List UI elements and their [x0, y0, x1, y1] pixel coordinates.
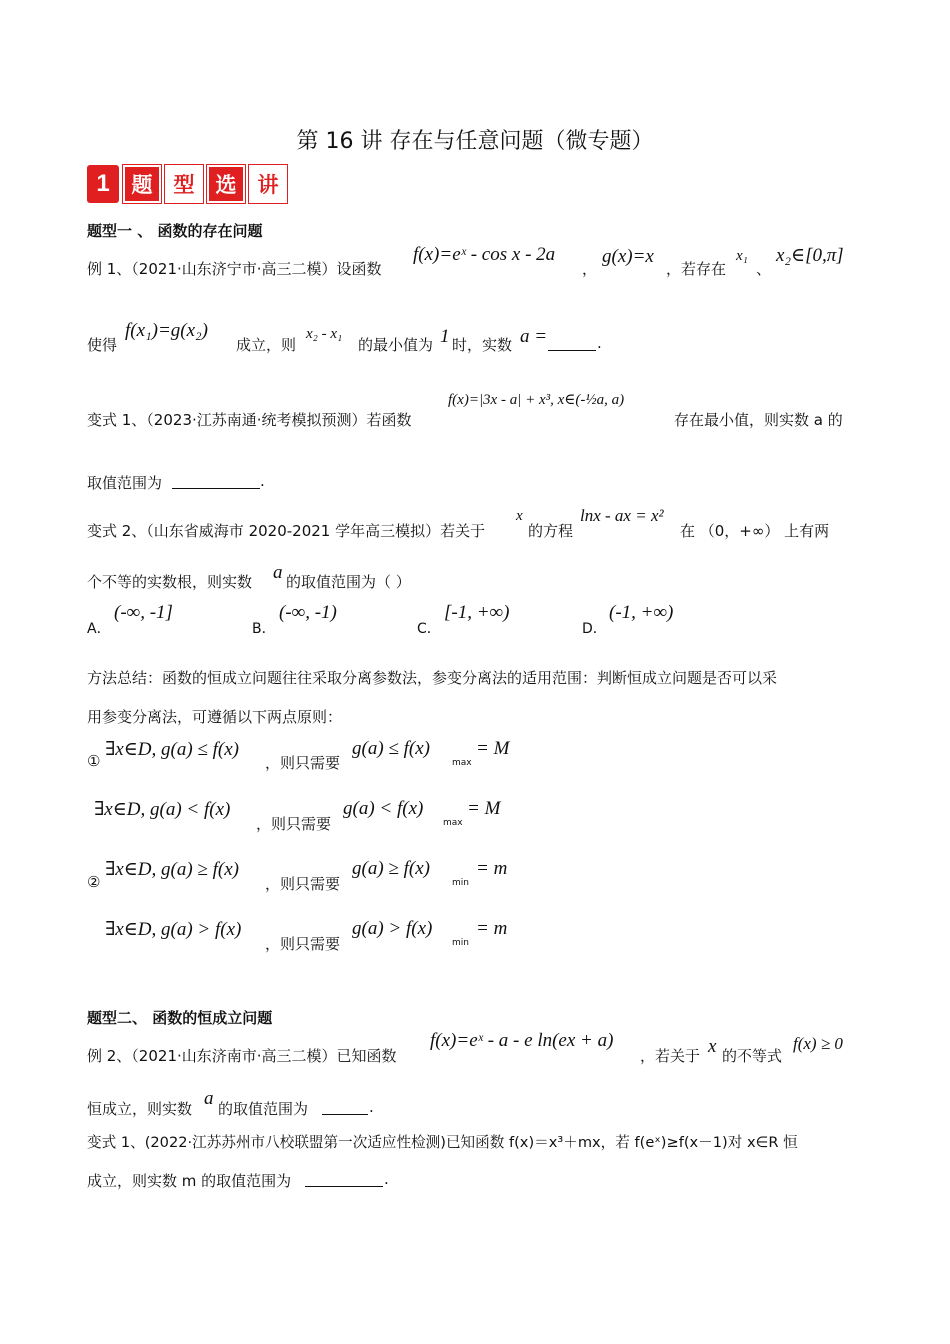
- variant-1-end: .: [260, 472, 265, 490]
- example-2-f: f(x)=eˣ - a - e ln(ex + a): [430, 1030, 614, 1051]
- option-a-letter[interactable]: A．: [87, 621, 111, 637]
- variant-2-eq: lnx - ax = x²: [580, 506, 664, 525]
- rule-1-mark: ①: [87, 752, 101, 770]
- example-1-cond: 成立，则: [236, 336, 297, 354]
- variant-1-label: 变式 1、（2023·江苏南通·统考模拟预测）若函数: [87, 411, 412, 429]
- example-1-minv: 的最小值为: [358, 336, 434, 354]
- rule-4-eq: = m: [476, 918, 508, 939]
- example-1-g: g(x)=x: [602, 246, 654, 267]
- example-1-x2: x₂∈[0,π]: [776, 245, 844, 266]
- example-1-mid: ，若存在: [666, 260, 727, 278]
- example-1-label: 例 1、（2021·山东济宁市·高三二模）设函数: [87, 260, 382, 278]
- option-c-letter[interactable]: C．: [417, 621, 441, 637]
- rule-3-mid: ，则只需要: [265, 875, 341, 893]
- variant-2-line2: 个不等的实数根，则实数: [87, 573, 253, 591]
- rule-1-res: g(a) ≤ f(x): [352, 738, 430, 759]
- rule-2-cond: ∃x∈D, g(a) < f(x): [94, 799, 231, 820]
- method-line-2: 用参变分离法，可遵循以下两点原则：: [87, 708, 343, 726]
- example-2-ineq: f(x) ≥ 0: [793, 1034, 843, 1053]
- banner-char: 讲: [249, 165, 287, 203]
- example-1-a: a =: [520, 326, 548, 347]
- option-d-letter[interactable]: D．: [582, 621, 607, 637]
- option-a-value[interactable]: (-∞, -1]: [114, 602, 173, 623]
- variant-1-tail: 存在最小值，则实数 a 的: [674, 411, 843, 429]
- rule-2-mid: ，则只需要: [256, 815, 332, 833]
- option-c-value[interactable]: [-1, +∞): [444, 602, 510, 623]
- variant-2-label: 变式 2、（山东省威海市 2020-2021 学年高三模拟）若关于: [87, 522, 486, 540]
- variant-3-line2: 成立，则实数 m 的取值范围为: [87, 1172, 292, 1190]
- section-banner: [87, 163, 287, 205]
- example-1-use: 使得: [87, 336, 118, 354]
- example-1-dun: 、: [756, 260, 772, 278]
- example-1-one: 1: [440, 326, 450, 347]
- example-1-diff: x₂ - x₁: [306, 326, 343, 342]
- variant-2-eqlabel: 的方程: [528, 522, 574, 540]
- rule-4-sub: min: [452, 938, 469, 948]
- example-1-tail: 时，实数: [452, 336, 513, 354]
- banner-char: 型: [165, 165, 203, 203]
- rule-1-eq: = M: [476, 738, 510, 759]
- rule-3-sub: min: [452, 878, 469, 888]
- rule-1-sub: max: [452, 758, 472, 768]
- example-1-x1: x₁: [736, 248, 748, 264]
- rule-1-mid: ，则只需要: [265, 754, 341, 772]
- answer-blank: [305, 1172, 383, 1187]
- variant-2-a: a: [273, 562, 283, 583]
- banner-number: 1: [87, 165, 119, 203]
- example-2-end: .: [369, 1098, 374, 1116]
- banner-char: 题: [123, 165, 161, 203]
- example-1-end: .: [597, 334, 602, 352]
- section-heading-1: 题型一 、 函数的存在问题: [87, 222, 263, 240]
- rule-1-cond: ∃x∈D, g(a) ≤ f(x): [105, 739, 239, 760]
- rule-4-cond: ∃x∈D, g(a) > f(x): [105, 919, 242, 940]
- rule-2-eq: = M: [467, 798, 501, 819]
- rule-3-mark: ②: [87, 873, 101, 891]
- option-b-value[interactable]: (-∞, -1): [279, 602, 337, 623]
- example-1-f: f(x)=eˣ - cos x - 2a: [413, 244, 556, 265]
- variant-2-in: 在 （0，+∞） 上有两: [680, 522, 830, 540]
- rule-4-mid: ，则只需要: [265, 935, 341, 953]
- example-1-eq: f(x₁)=g(x₂): [125, 320, 208, 341]
- variant-3-line1: 变式 1、(2022·江苏苏州市八校联盟第一次适应性检测)已知函数 f(x)＝x³＋mx，若 f(eˣ)≥f(x－1)对 x∈R 恒: [87, 1134, 798, 1151]
- answer-blank: [322, 1100, 368, 1115]
- variant-2-line2b: 的取值范围为（ ）: [286, 573, 411, 591]
- rule-2-sub: max: [443, 818, 463, 828]
- method-line-1: 方法总结：函数的恒成立问题往往采取分离参数法，参变分离法的适用范围：判断恒成立问题是否可以采: [87, 669, 778, 687]
- page-title: 第 16 讲 存在与任意问题（微专题）: [296, 129, 654, 154]
- option-d-value[interactable]: (-1, +∞): [609, 602, 674, 623]
- answer-blank: [172, 474, 260, 489]
- rule-2-res: g(a) < f(x): [343, 798, 424, 819]
- example-2-ineqlabel: 的不等式: [722, 1047, 783, 1065]
- example-1-comma: ，: [582, 260, 598, 278]
- answer-blank: [548, 336, 596, 351]
- rule-4-res: g(a) > f(x): [352, 918, 433, 939]
- rule-3-cond: ∃x∈D, g(a) ≥ f(x): [105, 859, 239, 880]
- rule-3-res: g(a) ≥ f(x): [352, 858, 430, 879]
- example-2-line2b: 的取值范围为: [218, 1100, 309, 1118]
- example-2-x: x: [708, 1036, 717, 1057]
- example-2-label: 例 2、（2021·山东济南市·高三二模）已知函数: [87, 1047, 397, 1065]
- variant-2-x: x: [516, 508, 523, 524]
- example-2-a: a: [204, 1088, 214, 1109]
- variant-1-line2: 取值范围为: [87, 474, 163, 492]
- variant-1-f: f(x)=|3x - a| + x³, x∈(-½a, a): [448, 392, 625, 408]
- example-2-mid: ，若关于: [640, 1047, 701, 1065]
- section-heading-2: 题型二、 函数的恒成立问题: [87, 1009, 273, 1027]
- option-b-letter[interactable]: B．: [252, 621, 276, 637]
- example-2-line2: 恒成立，则实数: [87, 1100, 193, 1118]
- rule-3-eq: = m: [476, 858, 508, 879]
- banner-char: 选: [207, 165, 245, 203]
- variant-3-end: .: [384, 1170, 389, 1188]
